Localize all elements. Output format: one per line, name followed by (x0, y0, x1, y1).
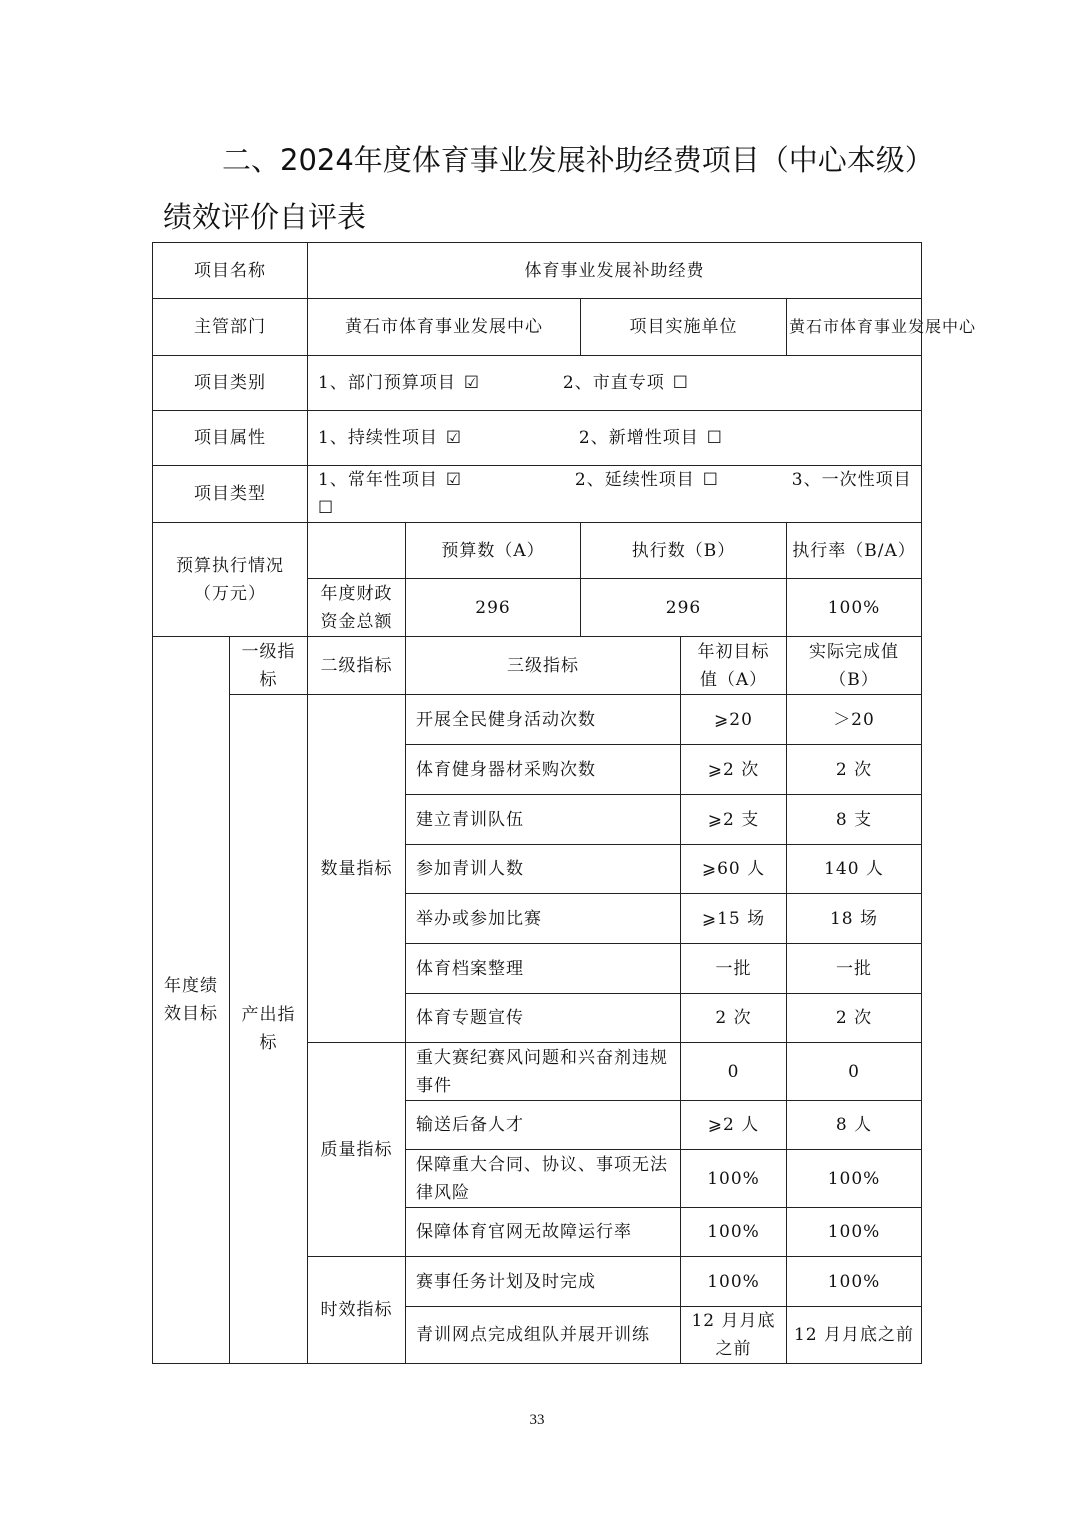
table-row-name: 参加青训人数 (406, 845, 681, 894)
unchecked-box-icon: ☐ (706, 428, 723, 448)
table-row-target: 0 (681, 1043, 787, 1101)
actual-header: 实际完成值（B） (787, 637, 922, 695)
table-row-name: 输送后备人才 (406, 1101, 681, 1150)
table-row-actual: 100% (787, 1208, 922, 1257)
table-row-name: 开展全民健身活动次数 (406, 695, 681, 745)
annual-goal-label: 年度绩效目标 (153, 637, 230, 1364)
table-row-name: 举办或参加比赛 (406, 894, 681, 944)
page-number: 33 (529, 1412, 545, 1428)
unchecked-box-icon: ☐ (318, 498, 335, 518)
category-label: 项目类别 (153, 356, 308, 411)
checked-box-icon: ☑ (463, 373, 481, 393)
dept-value: 黄石市体育事业发展中心 (308, 299, 581, 356)
type-label: 项目类型 (153, 466, 308, 523)
budget-label: 预算执行情况（万元） (153, 523, 308, 637)
attr-options (308, 411, 922, 466)
table-row-target: 100% (681, 1150, 787, 1208)
table-row-name: 体育专题宣传 (406, 994, 681, 1043)
budget-header-a: 预算数（A） (406, 523, 581, 579)
table-row-name: 体育健身器材采购次数 (406, 745, 681, 795)
project-name-value: 体育事业发展补助经费 (308, 243, 922, 299)
impl-label: 项目实施单位 (581, 299, 787, 356)
timeliness-indicator-label: 时效指标 (308, 1257, 406, 1364)
type-option-3: 3、一次性项目 (791, 470, 912, 490)
table-row-target: ⩾20 (681, 695, 787, 745)
quality-indicator-label: 质量指标 (308, 1043, 406, 1257)
unchecked-box-icon: ☐ (702, 470, 719, 490)
table-row-name: 赛事任务计划及时完成 (406, 1257, 681, 1307)
table-row-actual: 100% (787, 1257, 922, 1307)
table-row-target: ⩾2 人 (681, 1101, 787, 1150)
category-option-2: 2、市直专项 (562, 373, 665, 393)
category-option-1: 1、部门预算项目 (318, 373, 456, 393)
table-row-actual: 8 人 (787, 1101, 922, 1150)
dept-label: 主管部门 (153, 299, 308, 356)
table-row-actual: 0 (787, 1043, 922, 1101)
budget-header-b: 执行数（B） (581, 523, 787, 579)
level3-header: 三级指标 (406, 637, 681, 695)
budget-blank-cell (308, 523, 406, 579)
table-row-name: 体育档案整理 (406, 944, 681, 994)
category-options (308, 356, 922, 411)
table-row-target: 2 次 (681, 994, 787, 1043)
table-row-actual: 8 支 (787, 795, 922, 845)
checked-box-icon: ☑ (445, 428, 463, 448)
table-row-target: 一批 (681, 944, 787, 994)
type-options (308, 466, 922, 523)
table-row-target: ⩾2 次 (681, 745, 787, 795)
target-header: 年初目标值（A） (681, 637, 787, 695)
level1-header: 一级指标 (230, 637, 308, 695)
budget-row-label: 年度财政资金总额 (308, 579, 406, 637)
unchecked-box-icon: ☐ (672, 373, 689, 393)
evaluation-table (152, 242, 977, 1364)
table-row-actual: 18 场 (787, 894, 922, 944)
table-row-actual: 一批 (787, 944, 922, 994)
table-row-target: ⩾60 人 (681, 845, 787, 894)
table-row-actual: 12 月月底之前 (787, 1307, 922, 1364)
budget-a-value: 296 (406, 579, 581, 637)
type-option-1: 1、常年性项目 (318, 470, 438, 490)
type-option-2: 2、延续性项目 (574, 470, 695, 490)
table-row-target: ⩾15 场 (681, 894, 787, 944)
attr-option-2: 2、新增性项目 (578, 428, 699, 448)
level2-header: 二级指标 (308, 637, 406, 695)
table-row-target: 100% (681, 1208, 787, 1257)
table-row-target: ⩾2 支 (681, 795, 787, 845)
checked-box-icon: ☑ (445, 470, 463, 490)
table-row-name: 青训网点完成组队并展开训练 (406, 1307, 681, 1364)
attr-label: 项目属性 (153, 411, 308, 466)
table-row-actual: 2 次 (787, 994, 922, 1043)
budget-b-value: 296 (581, 579, 787, 637)
output-indicator-label: 产出指标 (230, 695, 308, 1364)
table-row-target: 12 月月底之前 (681, 1307, 787, 1364)
table-row-actual: ＞20 (787, 695, 922, 745)
page-subtitle: 绩效评价自评表 (163, 200, 367, 234)
budget-header-rate: 执行率（B/A） (787, 523, 922, 579)
table-row-actual: 100% (787, 1150, 922, 1208)
page-title: 二、2024年度体育事业发展补助经费项目（中心本级） (222, 143, 934, 177)
budget-rate-value: 100% (787, 579, 922, 637)
table-row-target: 100% (681, 1257, 787, 1307)
table-row-name: 建立青训队伍 (406, 795, 681, 845)
quantity-indicator-label: 数量指标 (308, 695, 406, 1043)
attr-option-1: 1、持续性项目 (318, 428, 438, 448)
impl-value: 黄石市体育事业发展中心 (787, 299, 922, 356)
table-row-actual: 2 次 (787, 745, 922, 795)
project-name-label: 项目名称 (153, 243, 308, 299)
table-row-actual: 140 人 (787, 845, 922, 894)
table-row-name: 重大赛纪赛风问题和兴奋剂违规事件 (406, 1043, 681, 1101)
table-row-name: 保障体育官网无故障运行率 (406, 1208, 681, 1257)
table-row-name: 保障重大合同、协议、事项无法律风险 (406, 1150, 681, 1208)
